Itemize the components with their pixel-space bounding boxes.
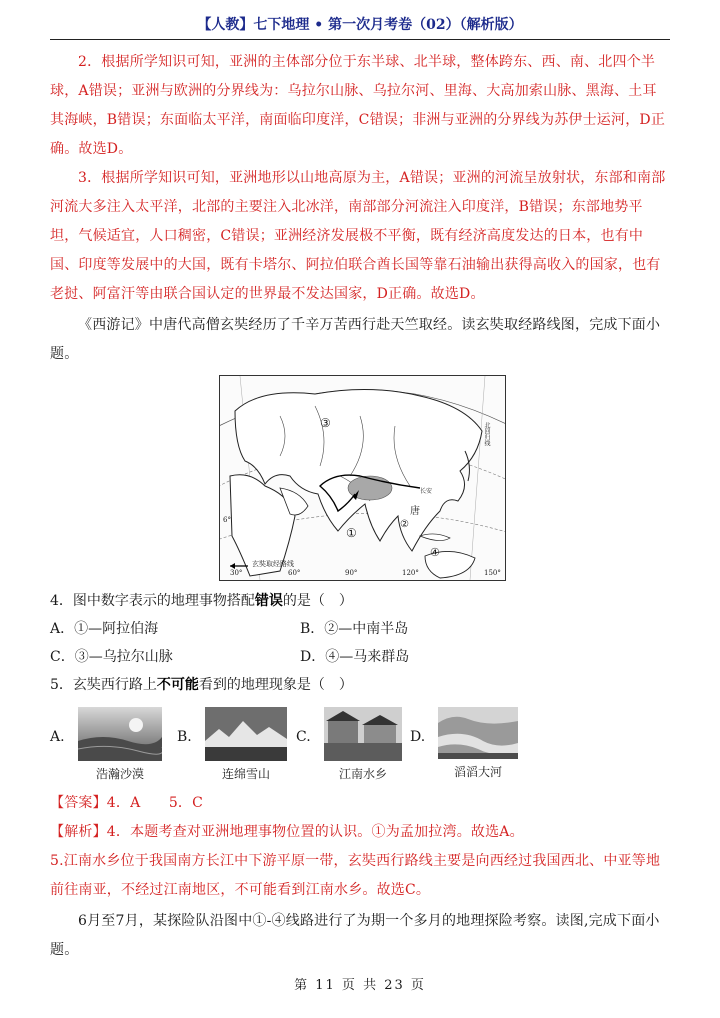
desert-photo (78, 707, 162, 761)
q5-option-b[interactable] (177, 707, 296, 782)
lat-label: 6° (223, 516, 231, 524)
q4-stem-pre: 4．图中数字表示的地理事物搭配 (50, 593, 255, 609)
page-footer: 第 11 页 共 23 页 (294, 978, 426, 993)
q5-option-a-caption: 浩瀚沙漠 (95, 767, 144, 781)
lon-label-30: 30° (230, 569, 243, 577)
explanation-q2: 2．根据所学知识可知，亚洲的主体部分位于东半球、北半球，整体跨东、西、南、北四个半球，A错误；亚洲与欧洲的分界线为：乌拉尔山脉、乌拉尔河、里海、大高加索山脉、黑海、土耳其海峡，B错误；东面临太平洋，南面临印度洋，C错误；非洲与亚洲的分界线为苏伊士运河，D正确。故选D。 (50, 54, 666, 157)
lon-label-60: 60° (288, 569, 301, 577)
page-content (50, 48, 670, 965)
question-4-stem (50, 587, 670, 615)
map-marker-1: ① (346, 526, 357, 540)
water-town-photo (324, 707, 402, 761)
lon-label-120: 120° (402, 569, 419, 577)
q5-option-c[interactable] (296, 707, 410, 782)
page-header: 【人教】七下地理 • 第一次月考卷（02）（解析版） (197, 17, 523, 33)
question-5-stem (50, 671, 670, 699)
river-photo (438, 707, 518, 759)
q5-option-a[interactable] (50, 707, 177, 782)
analysis-q4: 【解析】4．本题考查对亚洲地理事物位置的认识。①为孟加拉湾。故选A。 (50, 824, 524, 840)
q4-option-a[interactable]: A．①—阿拉伯海 (50, 621, 159, 637)
region-label-tang: 唐 (410, 506, 420, 517)
q5-option-b-caption: 连绵雪山 (221, 767, 270, 781)
q5-image-options (50, 707, 670, 783)
q4-options-row-2 (50, 643, 670, 671)
analysis-q5: 5.江南水乡位于我国南方长江中下游平原一带，玄奘西行路线主要是向西经过我国西北、中亚等地前往南亚，不经过江南地区，不可能看到江南水乡。故选C。 (50, 853, 661, 898)
map-legend-label: 玄奘取经路线 (252, 560, 294, 568)
map-marker-3: ③ (320, 416, 331, 430)
q5-option-b-letter: B. (177, 729, 192, 745)
map-marker-2: ② (400, 519, 409, 530)
q5-stem-emphasis: 不可能 (156, 677, 199, 693)
q4-stem-post: 的是（ ） (282, 593, 353, 609)
snow-mountain-photo (205, 707, 287, 761)
map-graphic (220, 376, 505, 580)
q4-option-c[interactable]: C．③—乌拉尔山脉 (50, 649, 173, 665)
q5-option-a-letter: A. (50, 729, 65, 745)
q5-option-d-caption: 滔滔大河 (453, 765, 502, 779)
map-marker-4: ④ (430, 546, 440, 559)
q5-option-d-letter: D. (410, 729, 426, 745)
header-divider (50, 39, 670, 40)
lon-label-150: 150° (484, 569, 501, 577)
q4-stem-emphasis: 错误 (254, 593, 283, 609)
q4-option-b[interactable]: B．②—中南半岛 (300, 621, 409, 637)
next-reading-intro: 6月至7月，某探险队沿图中①-④线路进行了为期一个多月的地理探险考察。读图,完成下面小题。 (50, 913, 660, 958)
q5-stem-pre: 5．玄奘西行路上 (50, 677, 157, 693)
region-label-changan: 长安 (420, 488, 433, 495)
lon-label-90: 90° (345, 569, 358, 577)
q5-stem-post: 看到的地理现象是（ ） (198, 677, 353, 693)
q5-option-d[interactable] (410, 707, 540, 780)
q5-option-c-letter: C. (296, 729, 311, 745)
q4-option-d[interactable]: D．④—马来群岛 (300, 649, 410, 665)
region-label-tropic: 北回归线 (483, 422, 490, 446)
xuanzang-route-map (219, 375, 506, 581)
explanation-q3: 3．根据所学知识可知，亚洲地形以山地高原为主，A错误；亚洲的河流呈放射状，东部和南部河流大多注入太平洋，北部的主要注入北冰洋，南部部分河流注入印度洋，B错误；东部地势平坦，气候适宜，人口稠密，C错误；亚洲经济发展极不平衡，既有经济高度发达的日本，也有中国、印度等发展中的大国，既有卡塔尔、阿拉伯联合酋长国等靠石油输出获得高收入的国家，也有老挝、阿富汗等由联合国认定的世界最不发达国家，D正确。故选D。 (50, 170, 666, 302)
q5-option-c-caption: 江南水乡 (338, 767, 387, 781)
answer-line: 【答案】4．A 5．C (50, 795, 204, 811)
reading-intro: 《西游记》中唐代高僧玄奘经历了千辛万苦西行赴天竺取经。读玄奘取经路线图，完成下面小题。 (50, 317, 661, 362)
q4-options-row-1 (50, 615, 670, 643)
